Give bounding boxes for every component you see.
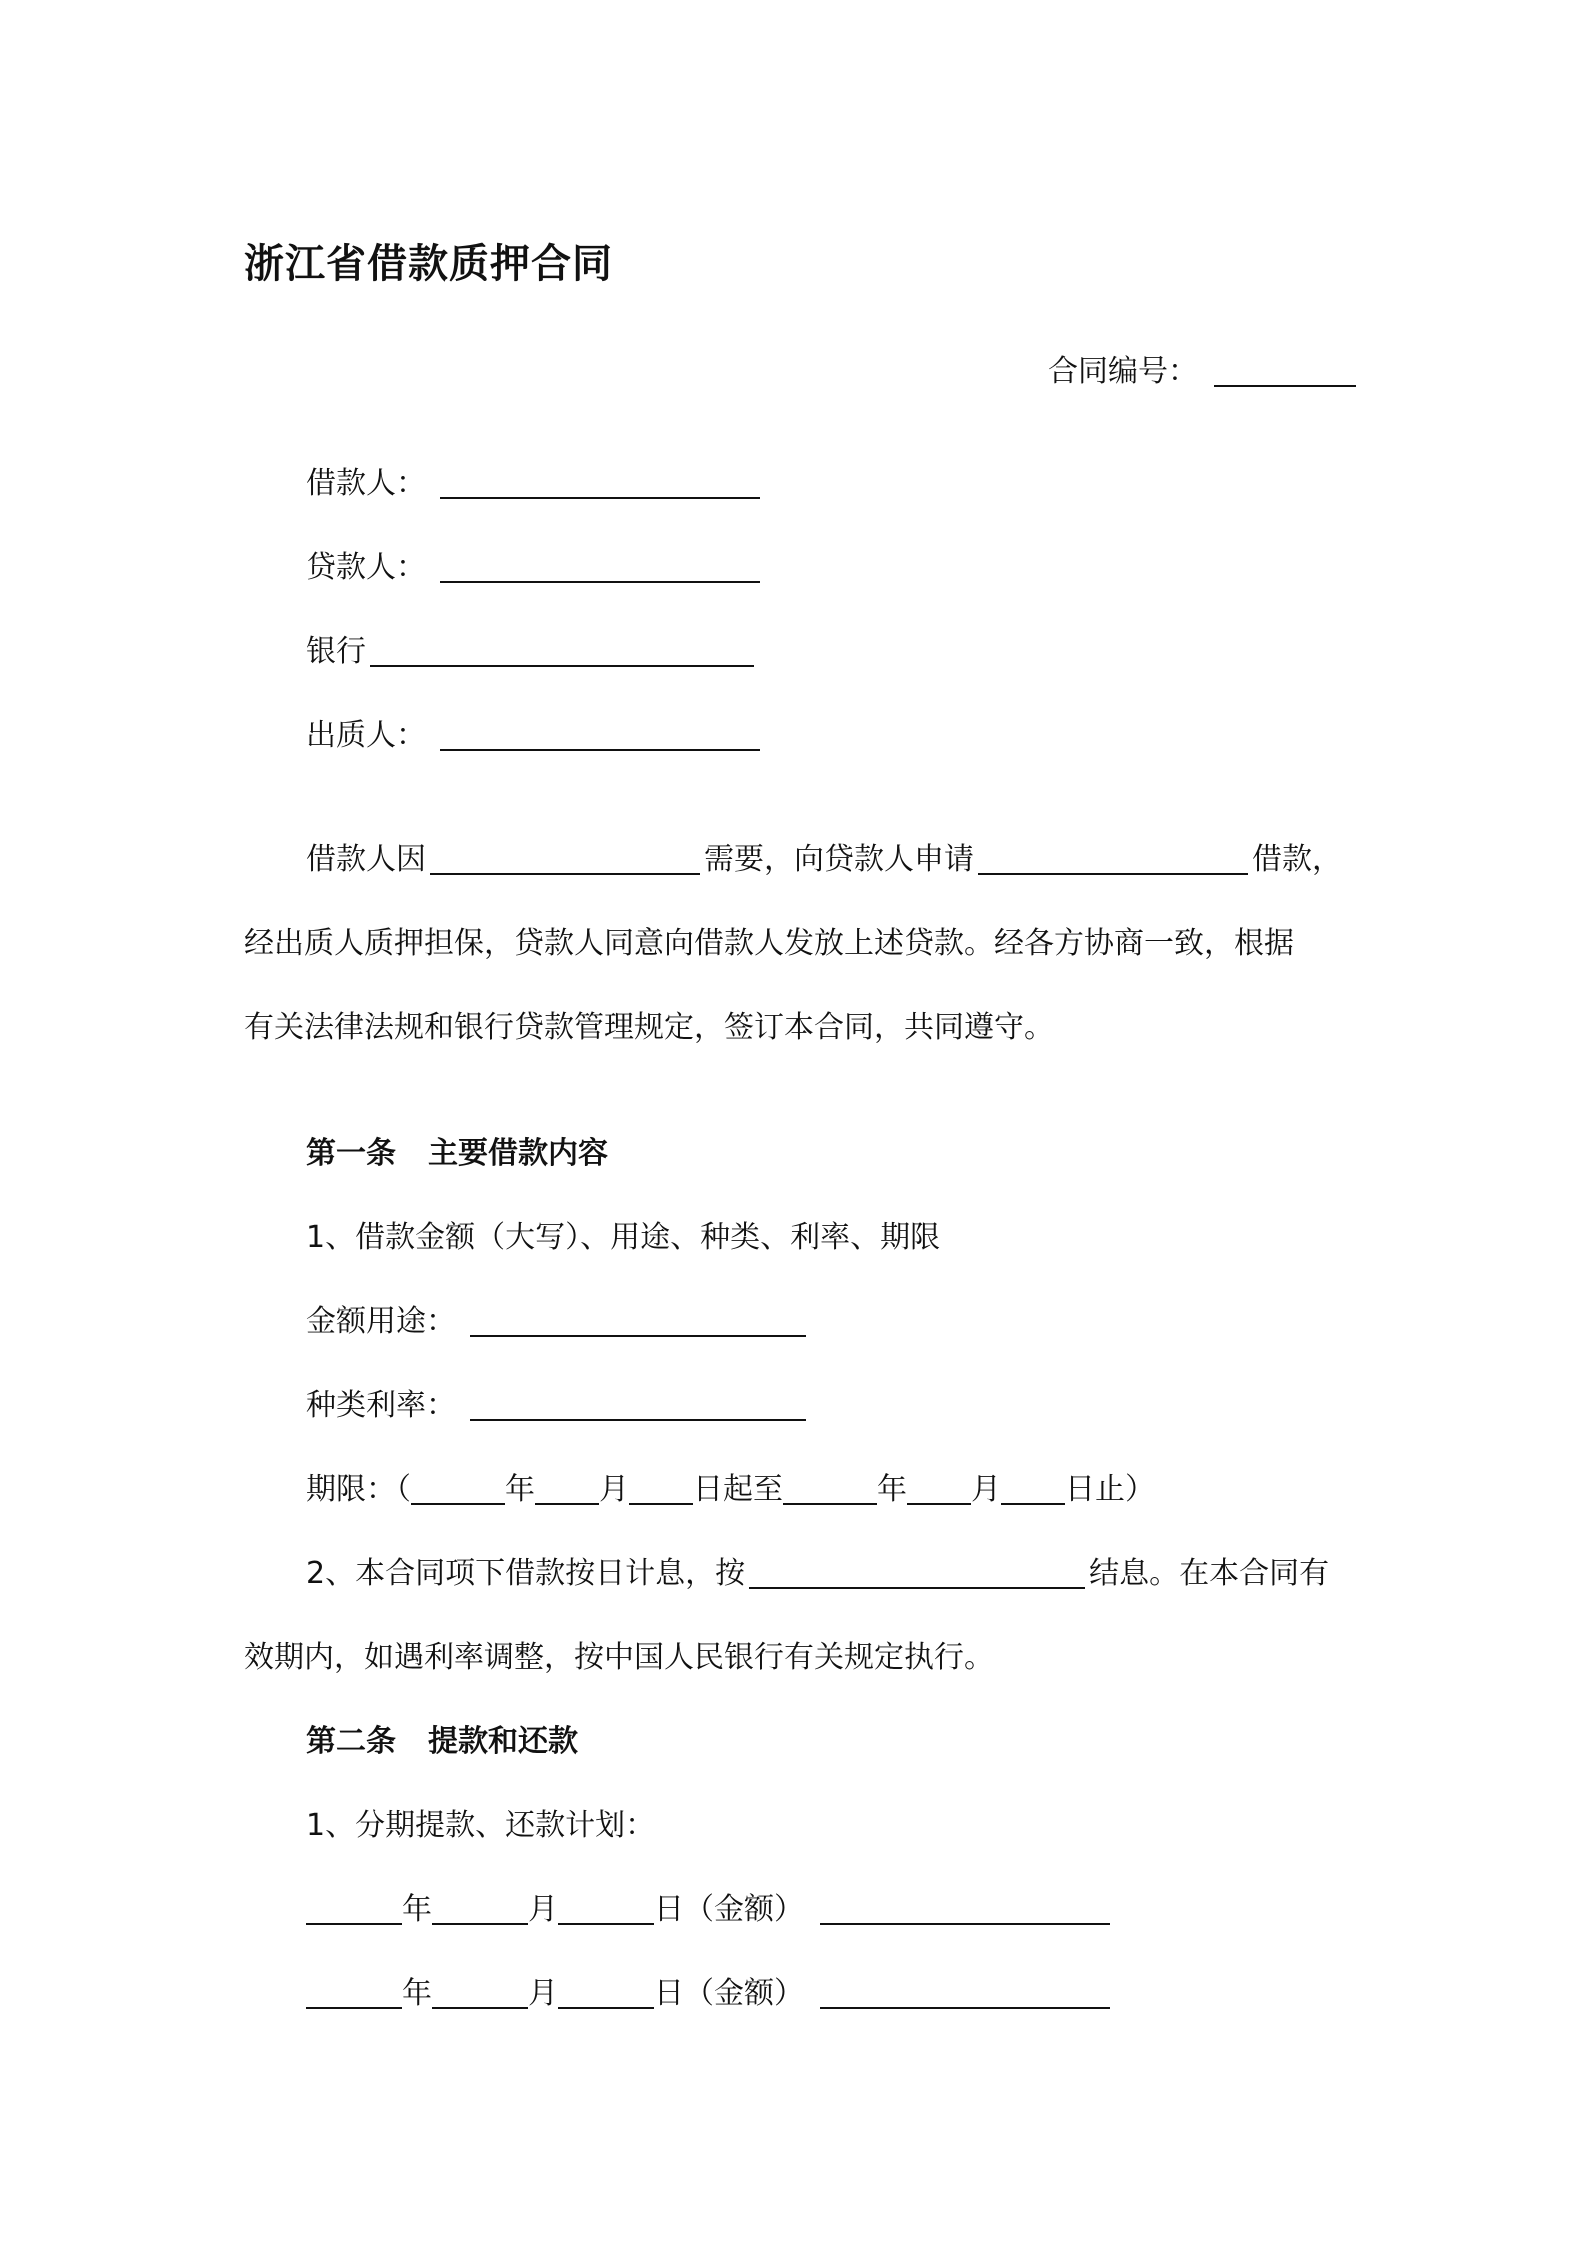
pledgor-line xyxy=(306,714,760,758)
term-from-to-text: 日起至 xyxy=(693,1472,783,1507)
term-end-text: 日止） xyxy=(1065,1472,1155,1507)
interest-settlement-field[interactable] xyxy=(749,1553,1085,1589)
repay-month-field[interactable] xyxy=(432,1973,528,2009)
bank-line xyxy=(306,630,754,674)
repay-month-field[interactable] xyxy=(432,1889,528,1925)
term-end-year-field[interactable] xyxy=(783,1469,877,1505)
purpose-label: 金额用途： xyxy=(306,1304,456,1339)
term-year-text-2: 年 xyxy=(877,1472,907,1507)
term-end-month-field[interactable] xyxy=(907,1469,971,1505)
repay-year-text: 年 xyxy=(402,1892,432,1927)
article2-title: 提款和还款 xyxy=(428,1724,578,1759)
pledgor-field[interactable] xyxy=(440,715,760,751)
term-line xyxy=(306,1468,1155,1512)
intro-text-a: 借款人因 xyxy=(306,842,426,877)
rate-label: 种类利率： xyxy=(306,1388,456,1423)
purpose-field[interactable] xyxy=(470,1301,806,1337)
repay-year-field[interactable] xyxy=(306,1889,402,1925)
bank-label: 银行 xyxy=(306,634,366,669)
repay-month-text: 月 xyxy=(528,1892,558,1927)
repay-day-amount-text: 日（金额） xyxy=(654,1892,804,1927)
lender-line xyxy=(306,546,760,590)
repay-day-field[interactable] xyxy=(558,1889,654,1925)
article1-item1: 1、借款金额（大写）、用途、种类、利率、期限 xyxy=(306,1220,941,1255)
intro-line-2: 经出质人质押担保，贷款人同意向借款人发放上述贷款。经各方协商一致，根据 xyxy=(244,926,1294,961)
repay-month-text: 月 xyxy=(528,1976,558,2011)
borrower-field[interactable] xyxy=(440,463,760,499)
repay-day-field[interactable] xyxy=(558,1973,654,2009)
loan-reason-field[interactable] xyxy=(430,839,700,875)
contract-number-line xyxy=(1048,350,1356,394)
document-title: 浙江省借款质押合同 xyxy=(244,241,613,287)
lender-label: 贷款人： xyxy=(306,550,426,585)
article1-item2-line xyxy=(306,1552,1329,1596)
article2-heading xyxy=(306,1720,578,1764)
term-start-day-field[interactable] xyxy=(629,1469,693,1505)
repay-year-field[interactable] xyxy=(306,1973,402,2009)
lender-field[interactable] xyxy=(440,547,760,583)
article1-number: 第一条 xyxy=(306,1136,396,1171)
intro-line-3: 有关法律法规和银行贷款管理规定，签订本合同，共同遵守。 xyxy=(244,1010,1054,1045)
article2-item1: 1、分期提款、还款计划： xyxy=(306,1808,656,1843)
repay-year-text: 年 xyxy=(402,1976,432,2011)
term-end-day-field[interactable] xyxy=(1001,1469,1065,1505)
borrower-label: 借款人： xyxy=(306,466,426,501)
repay-day-amount-text: 日（金额） xyxy=(654,1976,804,2011)
article1-title: 主要借款内容 xyxy=(428,1136,608,1171)
contract-number-field[interactable] xyxy=(1214,351,1356,387)
borrower-line xyxy=(306,462,760,506)
article1-heading xyxy=(306,1132,608,1176)
term-start-year-field[interactable] xyxy=(411,1469,505,1505)
interest-text-b: 结息。在本合同有 xyxy=(1089,1556,1330,1591)
intro-text-c: 借款， xyxy=(1252,842,1342,877)
term-month-text: 月 xyxy=(599,1472,629,1507)
purpose-line xyxy=(306,1300,806,1344)
loan-amount-field[interactable] xyxy=(978,839,1248,875)
term-year-text: 年 xyxy=(505,1472,535,1507)
rate-line xyxy=(306,1384,806,1428)
pledgor-label: 出质人： xyxy=(306,718,426,753)
interest-text-a: 2、本合同项下借款按日计息，按 xyxy=(306,1556,746,1591)
repayment-row xyxy=(306,1888,1110,1932)
rate-field[interactable] xyxy=(470,1385,806,1421)
intro-text-b: 需要，向贷款人申请 xyxy=(704,842,974,877)
repayment-row xyxy=(306,1972,1110,2016)
term-month-text-2: 月 xyxy=(971,1472,1001,1507)
article2-number: 第二条 xyxy=(306,1724,396,1759)
bank-field[interactable] xyxy=(370,631,754,667)
term-start-month-field[interactable] xyxy=(535,1469,599,1505)
term-label: 期限：（ xyxy=(306,1472,411,1507)
intro-line-1 xyxy=(306,838,1342,882)
article1-item2-line-2: 效期内，如遇利率调整，按中国人民银行有关规定执行。 xyxy=(244,1640,994,1675)
repay-amount-field[interactable] xyxy=(820,1973,1110,2009)
repay-amount-field[interactable] xyxy=(820,1889,1110,1925)
contract-number-label: 合同编号： xyxy=(1048,354,1198,389)
